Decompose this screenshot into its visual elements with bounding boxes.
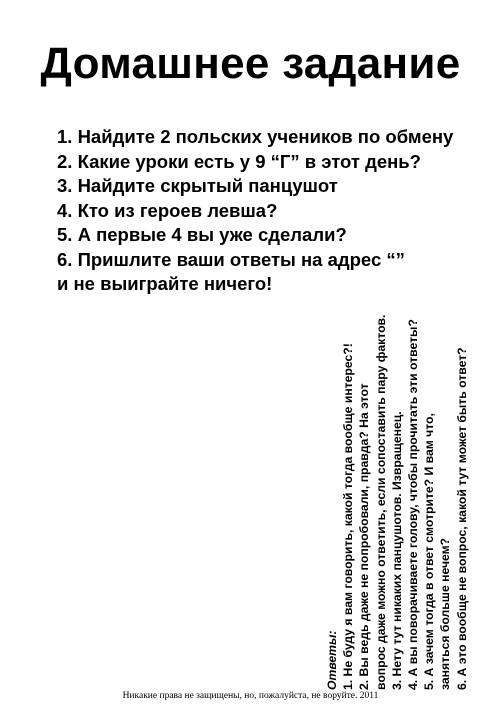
task-item-4: 4. Кто из героев левша? <box>57 199 278 221</box>
task-item-6: 6. Пришлите ваши ответы на адрес “” <box>57 248 405 270</box>
answer-line-6: 6. А это вообще не вопрос, какой тут может быть ответ? <box>454 347 469 690</box>
task-item-5: 5. А первые 4 вы уже сделали? <box>57 224 347 245</box>
answer-line-4: 4. А вы поворачиваете голову, чтобы прочитать эти ответы? <box>406 319 421 690</box>
task-item-1: 1. Найдите 2 польских учеников по обмену <box>57 126 454 147</box>
page-title: Домашнее задание <box>40 39 461 88</box>
task-list <box>57 125 453 297</box>
answer-line-5-continuation: заняться больше нечем? <box>438 537 453 690</box>
answer-line-2: 2. Вы ведь даже не попробовали, правда? На этот <box>357 383 372 690</box>
answer-line-5: 5. А зачем тогда в ответ смотрите? И вам что, <box>422 413 437 690</box>
answers-heading: Ответы: <box>325 630 339 690</box>
task-item-6-continuation: и не выиграйте ничего! <box>57 273 273 294</box>
answer-line-2-continuation: вопрос даже можно ответить, если сопоставить пару фактов. <box>373 314 388 690</box>
answer-line-3: 3. Нету тут никаких панцушотов. Извращенец. <box>389 411 404 690</box>
task-item-3: 3. Найдите скрытый панцушот <box>57 175 338 196</box>
answer-line-1: 1. Не буду я вам говорить, какой тогда вообще интерес?! <box>341 343 356 690</box>
task-item-2: 2. Какие уроки есть у 9 “Г” в этот день? <box>57 150 421 172</box>
footer-note: Никакие права не защищены, но, пожалуйста, не воруйте. 2011 <box>122 691 379 701</box>
answers-block <box>324 298 500 690</box>
